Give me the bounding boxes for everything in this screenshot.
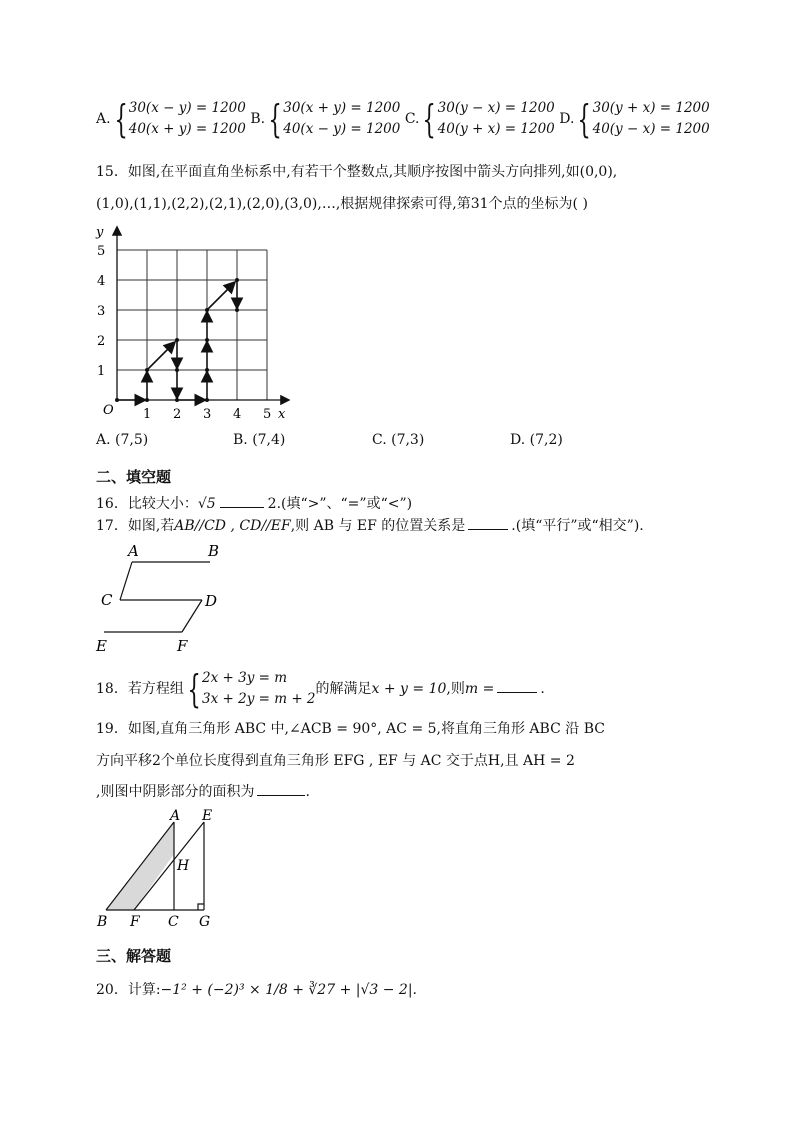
svg-text:1: 1 (143, 407, 152, 422)
svg-text:4: 4 (233, 407, 242, 422)
label-c: C (168, 914, 179, 930)
q15-line2: (1,0),(1,1),(2,2),(2,1),(2,0),(3,0),…,根据规律探索可得,第31个点的坐标为( ) (96, 196, 588, 212)
q17-parallel-figure (92, 540, 242, 658)
svg-text:1: 1 (97, 364, 106, 379)
svg-text:5: 5 (97, 244, 106, 259)
q20: 20．计算:−1² + (−2)³ × 1/8 + ∛27 + |√3 − 2|. (96, 982, 417, 998)
q15-line1: 15．如图,在平面直角坐标系中,有若干个整数点,其顺序按图中箭头方向排列,如(0,0), (96, 164, 618, 180)
q17-answer-blank[interactable] (468, 516, 508, 530)
q19-triangle-figure (92, 808, 222, 932)
q14-option-d[interactable]: D. { 30(y + x) = 1200 40(y − x) = 1200 (559, 97, 710, 141)
label-a: A (170, 808, 181, 824)
label-e: E (96, 637, 107, 655)
q18-answer-blank[interactable] (497, 679, 537, 693)
q17: 17．如图,若AB//CD , CD//EF,则 AB 与 EF 的位置关系是 .(填“平行”或“相交”). (96, 518, 644, 534)
q15-option-d[interactable]: D. (7,2) (510, 432, 563, 448)
origin-label: O (103, 403, 114, 418)
q14-option-a[interactable]: A. { 30(x − y) = 1200 40(x + y) = 1200 (96, 97, 246, 141)
label-e: E (202, 808, 213, 824)
label-b: B (97, 914, 108, 930)
q18: 18．若方程组 { 2x + 3y = m 3x + 2y = m + 2 的解满足x + y = 10,则m = . (96, 667, 545, 711)
label-c: C (101, 591, 113, 609)
label-d: D (205, 592, 218, 610)
label-f: F (177, 637, 188, 655)
svg-text:3: 3 (203, 407, 212, 422)
svg-text:5: 5 (263, 407, 272, 422)
q19-line3: ,则图中阴影部分的面积为 . (96, 784, 310, 800)
label-g: G (199, 914, 211, 930)
y-tick-labels (97, 244, 105, 379)
q14-options (96, 98, 710, 140)
x-axis-label: x (278, 407, 286, 422)
svg-text:4: 4 (97, 274, 106, 289)
q15-option-b[interactable]: B. (7,4) (233, 432, 286, 448)
q16-answer-blank[interactable] (220, 494, 264, 508)
svg-text:3: 3 (97, 304, 106, 319)
q19-line2: 方向平移2个单位长度得到直角三角形 EFG , EF 与 AC 交于点H,且 AH = 2 (96, 753, 575, 769)
section-fill-in-heading: 二、填空题 (96, 468, 172, 486)
svg-text:2: 2 (173, 407, 182, 422)
q14-option-b[interactable]: B. { 30(x + y) = 1200 40(x − y) = 1200 (250, 97, 401, 141)
q16: 16．比较大小：√5 2.(填“>”、“=”或“<”) (96, 496, 413, 512)
svg-text:2: 2 (97, 334, 106, 349)
x-tick-labels (143, 407, 271, 422)
q15-lattice-figure (88, 222, 298, 422)
y-axis-label: y (96, 225, 104, 240)
label-f: F (130, 914, 140, 930)
q19-answer-blank[interactable] (257, 782, 305, 796)
q19-line1: 19．如图,直角三角形 ABC 中,∠ACB = 90°, AC = 5,将直角三角形 ABC 沿 BC (96, 721, 605, 737)
label-h: H (177, 858, 190, 874)
label-b: B (208, 542, 220, 560)
q14-option-c[interactable]: C. { 30(y − x) = 1200 40(y + x) = 1200 (404, 97, 555, 141)
section-answer-heading: 三、解答题 (96, 947, 172, 965)
grid-lines (117, 250, 267, 400)
label-a: A (128, 542, 139, 560)
q15-option-c[interactable]: C. (7,3) (372, 432, 425, 448)
q15-option-a[interactable]: A. (7,5) (96, 432, 149, 448)
